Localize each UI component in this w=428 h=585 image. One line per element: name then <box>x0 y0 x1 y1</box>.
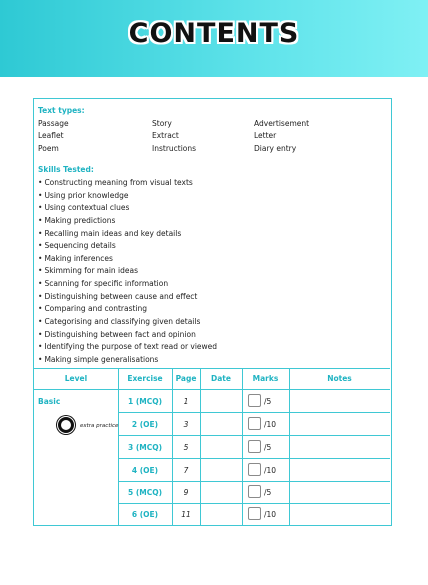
page-cell: 7 <box>183 466 189 475</box>
extra-practice-badge-icon <box>57 416 75 434</box>
text-type-item: Passage <box>38 119 69 128</box>
text-types-label: Text types: <box>38 106 85 115</box>
level-basic: Basic <box>38 397 61 406</box>
row-divider <box>118 412 390 413</box>
extra-practice-label: extra practice <box>80 423 119 429</box>
text-type-item: Diary entry <box>254 144 297 153</box>
skill-item: • Using prior knowledge <box>38 191 128 200</box>
progress-table <box>34 368 390 525</box>
text-type-item: Instructions <box>152 144 197 153</box>
contents-box <box>33 98 392 526</box>
page-cell: 3 <box>183 420 189 429</box>
skill-item: • Making predictions <box>38 216 115 225</box>
header-page: Page <box>175 374 197 383</box>
skill-item: • Distinguishing between cause and effect <box>38 292 197 301</box>
marks-input[interactable] <box>248 485 261 498</box>
exercise-cell: 6 (OE) <box>131 510 159 519</box>
page-cell: 5 <box>183 443 189 452</box>
row-divider <box>118 435 390 436</box>
page-title: CONTENTS <box>128 18 300 49</box>
skill-item: • Identifying the purpose of text read or viewed <box>38 342 217 351</box>
skill-item: • Distinguishing between fact and opinion <box>38 330 196 339</box>
skills-tested-label: Skills Tested: <box>38 165 94 174</box>
header-date: Date <box>211 374 231 383</box>
page-cell: 11 <box>181 510 191 519</box>
marks-total: /10 <box>264 510 277 519</box>
skill-item: • Constructing meaning from visual texts <box>38 178 193 187</box>
marks-total: /10 <box>264 420 277 429</box>
skill-item: • Comparing and contrasting <box>38 304 147 313</box>
marks-input[interactable] <box>248 440 261 453</box>
header-banner <box>0 0 428 77</box>
skill-item: • Sequencing details <box>38 241 116 250</box>
marks-input[interactable] <box>248 463 261 476</box>
marks-input[interactable] <box>248 507 261 520</box>
text-type-item: Story <box>152 119 172 128</box>
row-divider <box>118 458 390 459</box>
row-divider <box>118 481 390 482</box>
header-exercise: Exercise <box>127 374 163 383</box>
marks-total: /5 <box>264 443 272 452</box>
skill-item: • Skimming for main ideas <box>38 266 138 275</box>
row-divider <box>34 389 390 390</box>
skill-item: • Categorising and classifying given details <box>38 317 200 326</box>
marks-total: /5 <box>264 397 272 406</box>
row-divider <box>118 503 390 504</box>
exercise-cell: 3 (MCQ) <box>127 443 163 452</box>
header-notes: Notes <box>327 374 352 383</box>
header-level: Level <box>64 374 88 383</box>
text-type-item: Extract <box>152 131 179 140</box>
exercise-cell: 4 (OE) <box>131 466 159 475</box>
text-type-item: Leaflet <box>38 131 64 140</box>
marks-total: /5 <box>264 488 272 497</box>
skill-item: • Making inferences <box>38 254 113 263</box>
page-cell: 1 <box>183 397 189 406</box>
skill-item: • Recalling main ideas and key details <box>38 229 181 238</box>
exercise-cell: 5 (MCQ) <box>127 488 163 497</box>
exercise-cell: 1 (MCQ) <box>127 397 163 406</box>
page-cell: 9 <box>183 488 189 497</box>
header-marks: Marks <box>252 374 279 383</box>
skill-item: • Making simple generalisations <box>38 355 158 364</box>
marks-input[interactable] <box>248 394 261 407</box>
text-type-item: Letter <box>254 131 277 140</box>
text-type-item: Advertisement <box>254 119 310 128</box>
skill-item: • Using contextual clues <box>38 203 129 212</box>
marks-total: /10 <box>264 466 277 475</box>
marks-input[interactable] <box>248 417 261 430</box>
exercise-cell: 2 (OE) <box>131 420 159 429</box>
text-type-item: Poem <box>38 144 59 153</box>
skill-item: • Scanning for specific information <box>38 279 168 288</box>
